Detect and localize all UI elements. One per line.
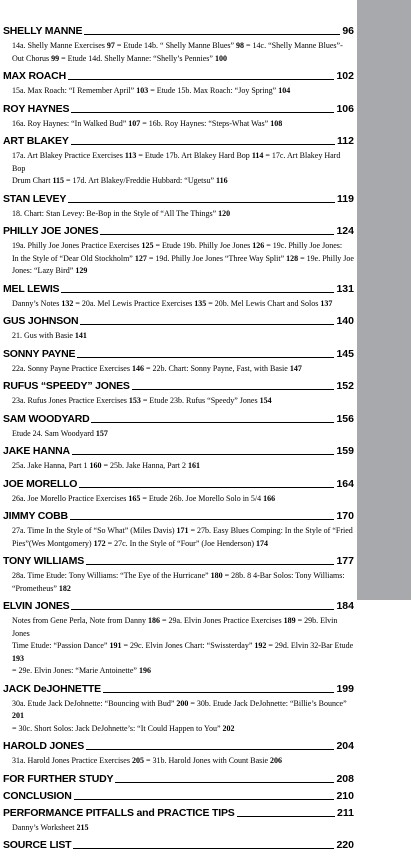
- toc-heading-row[interactable]: [3, 553, 354, 567]
- dot-leader: [237, 816, 335, 817]
- subentry-page-number: 153: [128, 396, 141, 405]
- toc-entry-conclusion: [3, 788, 354, 802]
- toc-heading-title: ROY HAYNES: [3, 102, 70, 115]
- toc-subentries: [3, 327, 354, 343]
- subentry-page-number: 171: [176, 526, 189, 535]
- toc-subentry-line: 28a. Time Etude: Tony Williams: “The Eye of the Hurricane” 180 = 28b. 8 4-Bar Solos: Tony Williams:: [12, 571, 345, 580]
- toc-heading-title: GUS JOHNSON: [3, 315, 79, 327]
- toc-entry-jimmy-cobb: [3, 508, 354, 550]
- toc-subentry-line: Etude 24. Sam Woodyard 157: [12, 428, 108, 438]
- toc-heading-row[interactable]: [3, 133, 354, 147]
- toc-subentry-line: 14a. Shelly Manne Exercises 97 = Etude 14b. “ Shelly Manne Blues” 98 = 14c. “Shelly Manne Blues”-: [12, 41, 343, 50]
- dot-leader: [77, 357, 334, 358]
- toc-subentry-line: 26a. Joe Morello Practice Exercises 165 = Etude 26b. Joe Morello Solo in 5/4 166: [12, 493, 276, 503]
- subentry-page-number: 186: [147, 616, 160, 625]
- toc-subentries: [3, 115, 354, 131]
- subentry-page-number: 128: [286, 253, 299, 263]
- toc-subentries: [3, 425, 354, 441]
- toc-subentry-line: 25a. Jake Hanna, Part 1 160 = 25b. Jake Hanna, Part 2 161: [12, 461, 201, 470]
- toc-subentry-line: = 30c. Short Solos: Jack DeJohnette’s: “It Could Happen to You” 202: [12, 723, 235, 733]
- toc-heading-title: SHELLY MANNE: [3, 25, 83, 37]
- toc-heading-page-number: 164: [336, 477, 354, 490]
- toc-heading-page-number: 152: [336, 380, 354, 392]
- toc-entry-performance-pitfalls-and-practice-tips: [3, 805, 354, 835]
- toc-subentry-line: In the Style of “Dear Old Stockholm” 127 = 19d. Philly Joe Jones “Three Way Split” 128 = 19e. Philly Joe: [12, 253, 354, 263]
- subentry-page-number: 127: [134, 253, 147, 263]
- toc-heading-title: MAX ROACH: [3, 70, 66, 82]
- toc-subentries: [3, 819, 354, 835]
- subentry-page-number: 165: [128, 493, 141, 503]
- dot-leader: [103, 692, 335, 693]
- subentry-page-number: 120: [218, 208, 231, 218]
- dot-leader: [84, 34, 340, 35]
- toc-subentry-line: = 29e. Elvin Jones: “Marie Antoinette” 196: [12, 666, 151, 675]
- subentry-page-number: 166: [263, 493, 276, 503]
- subentry-page-number: 191: [109, 641, 122, 650]
- toc-heading-row[interactable]: [3, 476, 354, 490]
- subentry-page-number: 99: [51, 53, 60, 63]
- subentry-page-number: 196: [138, 666, 151, 675]
- subentry-page-number: 160: [89, 461, 102, 470]
- dot-leader: [91, 422, 334, 423]
- toc-entry-gus-johnson: [3, 313, 354, 343]
- toc-subentry-line: Danny’s Worksheet 215: [12, 822, 89, 832]
- subentry-page-number: 115: [52, 176, 64, 185]
- toc-heading-title: JOE MORELLO: [3, 477, 78, 490]
- toc-entry-elvin-jones: [3, 598, 354, 678]
- dot-leader: [115, 782, 334, 783]
- toc-heading-page-number: 145: [336, 347, 354, 360]
- toc-heading-row[interactable]: [3, 281, 354, 295]
- toc-heading-page-number: 106: [336, 102, 354, 115]
- toc-heading-row[interactable]: [3, 771, 354, 785]
- toc-heading-title: SONNY PAYNE: [3, 347, 76, 360]
- toc-heading-row[interactable]: [3, 837, 354, 851]
- toc-heading-row[interactable]: [3, 598, 354, 612]
- toc-heading-title: JAKE HANNA: [3, 445, 70, 457]
- subentry-page-number: 206: [270, 756, 283, 765]
- toc-subentries: [3, 612, 354, 678]
- toc-heading-page-number: 199: [336, 682, 354, 695]
- subentry-page-number: 161: [188, 461, 201, 470]
- subentry-page-number: 215: [76, 822, 89, 832]
- toc-heading-page-number: 124: [336, 225, 354, 237]
- toc-subentry-line: 15a. Max Roach: “I Remember April” 103 = Etude 15b. Max Roach: “Joy Spring” 104: [12, 86, 291, 95]
- toc-heading-page-number: 220: [336, 839, 354, 851]
- dot-leader: [74, 799, 335, 800]
- toc-entry-roy-haynes: [3, 101, 354, 131]
- toc-heading-row[interactable]: [3, 443, 354, 457]
- subentry-page-number: 108: [270, 118, 283, 128]
- toc-subentries: [3, 237, 354, 278]
- toc-subentry-line: Time Etude: “Passion Dance” 191 = 29c. Elvin Jones Chart: “Swissterday” 192 = 29d. Elvin 32-Bar Etude 193: [12, 641, 354, 663]
- toc-entry-art-blakey: [3, 133, 354, 188]
- subentry-page-number: 157: [95, 428, 108, 438]
- toc-heading-page-number: 102: [336, 70, 354, 82]
- subentry-page-number: 201: [12, 711, 24, 720]
- toc-heading-row[interactable]: [3, 223, 354, 237]
- subentry-page-number: 132: [61, 298, 74, 308]
- toc-subentry-line: 16a. Roy Haynes: “In Walked Bud” 107 = 16b. Roy Haynes: “Steps-What Was” 108: [12, 118, 283, 128]
- toc-heading-title: TONY WILLIAMS: [3, 555, 85, 567]
- dot-leader: [70, 519, 335, 520]
- toc-heading-title: SAM WOODYARD: [3, 412, 90, 425]
- toc-subentry-line: 17a. Art Blakey Practice Exercises 113 = Etude 17b. Art Blakey Hard Bop 114 = 17c. Art Blakey Hard Bop: [12, 151, 341, 173]
- toc-subentries: [3, 392, 354, 408]
- dot-leader: [73, 848, 334, 849]
- dot-leader: [80, 324, 334, 325]
- toc-heading-page-number: 210: [336, 789, 354, 802]
- subentry-page-number: 189: [283, 616, 296, 625]
- subentry-page-number: 126: [252, 241, 265, 250]
- toc-heading-title: FOR FURTHER STUDY: [3, 772, 114, 785]
- toc-entry-tony-williams: [3, 553, 354, 595]
- toc-subentry-line: Pies”(Wes Montgomery) 172 = 27c. In the Style of “Four” (Joe Henderson) 174: [12, 538, 269, 548]
- toc-heading-row[interactable]: [3, 313, 354, 327]
- toc-heading-page-number: 96: [342, 25, 354, 37]
- toc-subentry-line: Drum Chart 115 = 17d. Art Blakey/Freddie Hubbard: “Ugetsu” 116: [12, 176, 228, 185]
- toc-heading-row[interactable]: [3, 68, 354, 82]
- subentry-page-number: 116: [216, 176, 228, 185]
- subentry-page-number: 114: [251, 151, 264, 160]
- toc-entry-jack-dejohnette: [3, 681, 354, 736]
- toc-entry-philly-joe-jones: [3, 223, 354, 278]
- toc-subentry-line: 31a. Harold Jones Practice Exercises 205 = 31b. Harold Jones with Count Basie 206: [12, 756, 283, 765]
- subentry-page-number: 180: [210, 571, 223, 580]
- toc-entry-source-list: [3, 837, 354, 851]
- toc-heading-title: CONCLUSION: [3, 789, 72, 802]
- subentry-page-number: 97: [106, 41, 115, 50]
- subentry-page-number: 146: [131, 363, 144, 373]
- subentry-page-number: 192: [254, 641, 267, 650]
- toc-subentry-line: 27a. Time In the Style of “So What” (Miles Davis) 171 = 27b. Easy Blues Comping: In the Style of “Fried: [12, 526, 353, 535]
- toc-subentries: [3, 37, 354, 65]
- toc-heading-row[interactable]: [3, 346, 354, 360]
- toc-heading-page-number: 112: [337, 135, 354, 147]
- toc-heading-row[interactable]: [3, 191, 354, 205]
- toc-heading-title: STAN LEVEY: [3, 192, 67, 205]
- dot-leader: [71, 112, 334, 113]
- dot-leader: [132, 389, 335, 390]
- toc-subentry-line: 23a. Rufus Jones Practice Exercises 153 = Etude 23b. Rufus “Speedy” Jones 154: [12, 396, 272, 405]
- subentry-page-number: 104: [278, 86, 291, 95]
- toc-subentry-line: “Prometheus” 182: [12, 583, 71, 593]
- subentry-page-number: 200: [176, 698, 189, 708]
- subentry-page-number: 174: [256, 538, 269, 548]
- subentry-page-number: 129: [75, 266, 88, 275]
- subentry-page-number: 172: [93, 538, 106, 548]
- toc-subentry-line: 30a. Etude Jack DeJohnette: “Bouncing with Bud” 200 = 30b. Etude Jack DeJohnette: “Billie’s Bounce” 201: [12, 698, 347, 720]
- toc-entry-jake-hanna: [3, 443, 354, 473]
- toc-heading-title: SOURCE LIST: [3, 839, 72, 851]
- toc-entry-for-further-study: [3, 771, 354, 785]
- toc-subentries: [3, 695, 354, 736]
- toc-heading-page-number: 159: [336, 445, 354, 457]
- toc-heading-page-number: 156: [336, 412, 354, 425]
- toc-entry-sonny-payne: [3, 346, 354, 376]
- toc-subentries: [3, 82, 354, 98]
- dot-leader: [68, 79, 335, 80]
- toc-heading-row[interactable]: [3, 681, 354, 695]
- toc-heading-page-number: 208: [336, 772, 354, 785]
- toc-heading-page-number: 170: [336, 510, 354, 522]
- toc-entry-harold-jones: [3, 738, 354, 768]
- dot-leader: [100, 234, 334, 235]
- toc-heading-row[interactable]: [3, 805, 354, 819]
- toc-heading-title: JIMMY COBB: [3, 510, 68, 522]
- toc-heading-row[interactable]: [3, 738, 354, 752]
- toc-heading-page-number: 211: [337, 806, 354, 819]
- subentry-page-number: 202: [222, 723, 235, 733]
- toc-entry-max-roach: [3, 68, 354, 98]
- dot-leader: [86, 749, 334, 750]
- subentry-page-number: 135: [194, 298, 207, 308]
- subentry-page-number: 193: [12, 653, 24, 663]
- subentry-page-number: 147: [289, 363, 302, 373]
- toc-heading-title: HAROLD JONES: [3, 740, 85, 752]
- toc-subentries: [3, 147, 354, 188]
- subentry-page-number: 141: [74, 331, 87, 340]
- toc-subentries: [3, 205, 354, 221]
- toc-entry-rufus-speedy-jones: [3, 378, 354, 408]
- subentry-page-number: 107: [128, 118, 141, 128]
- toc-subentry-line: 21. Gus with Basie 141: [12, 331, 87, 340]
- subentry-page-number: 100: [214, 53, 227, 63]
- toc-entry-joe-morello: [3, 476, 354, 506]
- dot-leader: [72, 454, 335, 455]
- toc-heading-row[interactable]: [3, 378, 354, 392]
- subentry-page-number: 154: [259, 396, 272, 405]
- toc-heading-title: JACK DeJOHNETTE: [3, 682, 101, 695]
- toc-subentry-line: Jones: “Lazy Bird” 129: [12, 266, 88, 275]
- subentry-page-number: 205: [131, 756, 144, 765]
- table-of-contents: [3, 20, 354, 851]
- subentry-page-number: 182: [58, 583, 71, 593]
- dot-leader: [71, 144, 335, 145]
- toc-heading-row[interactable]: [3, 23, 354, 37]
- toc-heading-title: ART BLAKEY: [3, 135, 69, 147]
- toc-subentry-line: 18. Chart: Stan Levey: Be-Bop in the Style of “All The Things” 120: [12, 208, 231, 218]
- grey-edge-tab: [357, 0, 411, 600]
- toc-heading-page-number: 184: [336, 600, 354, 612]
- toc-heading-row[interactable]: [3, 508, 354, 522]
- toc-entry-stan-levey: [3, 191, 354, 221]
- dot-leader: [86, 564, 334, 565]
- toc-heading-page-number: 119: [337, 192, 354, 205]
- dot-leader: [68, 202, 335, 203]
- toc-subentries: [3, 490, 354, 506]
- toc-subentry-line: 22a. Sonny Payne Practice Exercises 146 = 22b. Chart: Sonny Payne, Fast, with Basie 147: [12, 363, 302, 373]
- toc-entry-sam-woodyard: [3, 411, 354, 441]
- toc-entry-shelly-manne: [3, 23, 354, 65]
- toc-subentry-line: 19a. Philly Joe Jones Practice Exercises 125 = Etude 19b. Philly Joe Jones 126 = 19c. Philly Joe Jones:: [12, 241, 343, 250]
- toc-heading-row[interactable]: [3, 101, 354, 115]
- dot-leader: [61, 292, 334, 293]
- subentry-page-number: 125: [141, 241, 154, 250]
- subentry-page-number: 98: [236, 41, 245, 50]
- toc-heading-row[interactable]: [3, 788, 354, 802]
- toc-heading-page-number: 131: [336, 282, 354, 295]
- subentry-page-number: 137: [320, 298, 333, 308]
- toc-subentries: [3, 752, 354, 768]
- toc-subentry-line: Notes from Gene Perla, Note from Danny 186 = 29a. Elvin Jones Practice Exercises 189 = 29b. Elvin Jones: [12, 616, 338, 638]
- toc-heading-page-number: 140: [336, 315, 354, 327]
- toc-heading-page-number: 204: [336, 740, 354, 752]
- toc-subentries: [3, 295, 354, 311]
- toc-heading-title: PERFORMANCE PITFALLS and PRACTICE TIPS: [3, 806, 235, 819]
- toc-heading-title: RUFUS “SPEEDY” JONES: [3, 380, 130, 392]
- toc-subentry-line: Danny’s Notes 132 = 20a. Mel Lewis Practice Exercises 135 = 20b. Mel Lewis Chart and Solos 137: [12, 298, 333, 308]
- toc-subentry-line: Out Chorus 99 = Etude 14d. Shelly Manne: “Shelly’s Pennies” 100: [12, 53, 227, 63]
- toc-subentries: [3, 567, 354, 595]
- subentry-page-number: 103: [136, 86, 149, 95]
- toc-heading-title: MEL LEWIS: [3, 282, 60, 295]
- toc-subentries: [3, 457, 354, 473]
- subentry-page-number: 113: [124, 151, 137, 160]
- dot-leader: [71, 609, 334, 610]
- toc-heading-row[interactable]: [3, 411, 354, 425]
- toc-heading-title: ELVIN JONES: [3, 600, 70, 612]
- toc-heading-title: PHILLY JOE JONES: [3, 225, 99, 237]
- dot-leader: [79, 487, 334, 488]
- toc-entry-mel-lewis: [3, 281, 354, 311]
- toc-subentries: [3, 360, 354, 376]
- toc-heading-page-number: 177: [336, 555, 354, 567]
- toc-subentries: [3, 522, 354, 550]
